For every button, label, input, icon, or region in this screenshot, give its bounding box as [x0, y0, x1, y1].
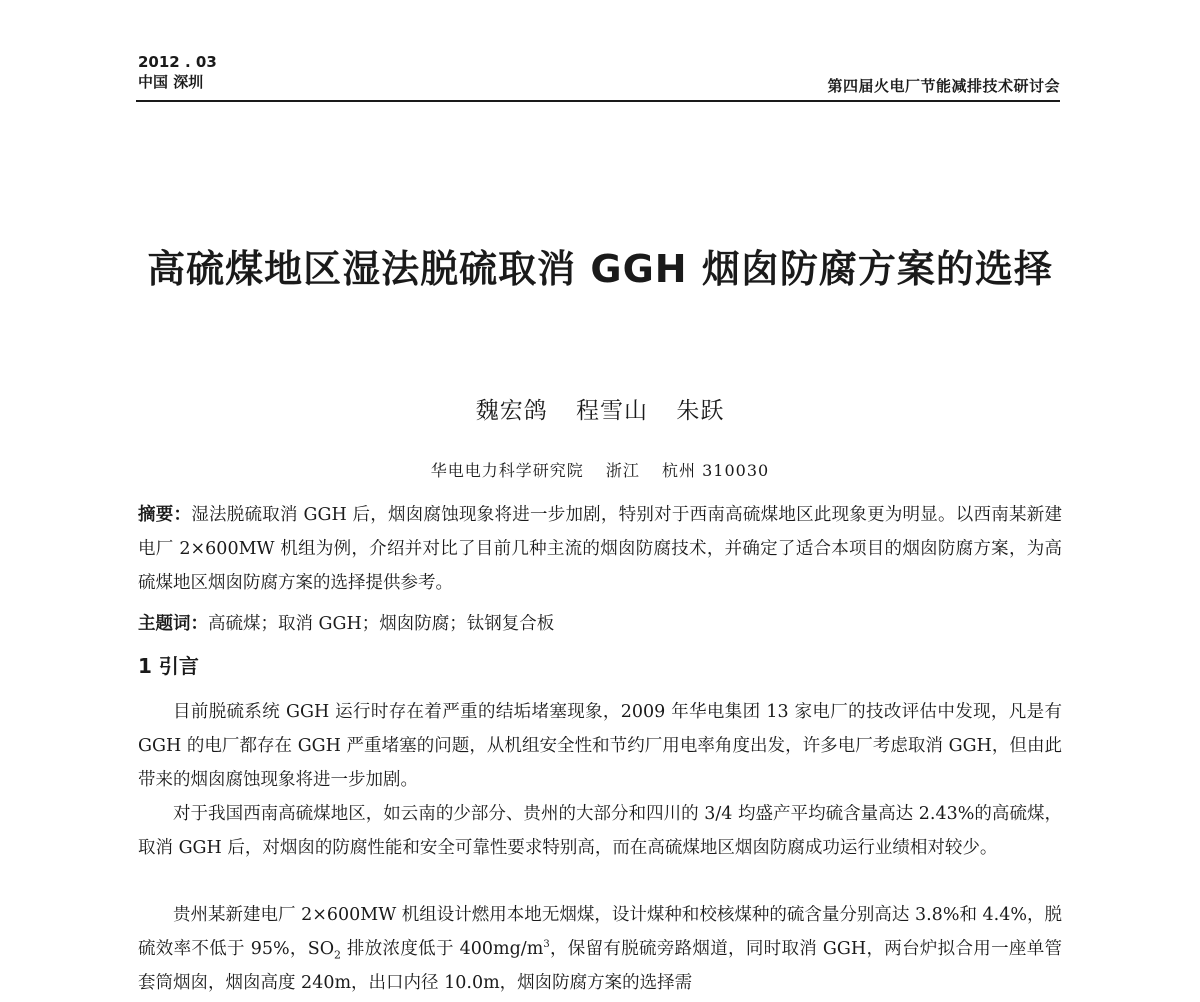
affiliation — [100, 458, 1100, 481]
paragraph-text: 贵州某新建电厂 2×600MW 机组设计燃用本地无烟煤，设计煤种和校核煤种的硫含量分别高达 3.8%和 4.4%，脱硫效率不低于 95%，SO — [138, 905, 1062, 959]
keywords-text: 高硫煤；取消 GGH；烟囱防腐；钛钢复合板 — [208, 614, 555, 634]
subscript: 2 — [334, 948, 342, 962]
author-name: 程雪山 — [576, 398, 648, 424]
paragraph: 目前脱硫系统 GGH 运行时存在着严重的结垢堵塞现象，2009 年华电集团 13 家电厂的技改评估中发现，凡是有 GGH 的电厂都存在 GGH 严重堵塞的问题，从机组安全性和节约厂用电率角度出发，许多电厂考虑取消 GGH，但由此带来的烟囱腐蚀现象将进一步加剧。 — [138, 702, 1062, 790]
header-conference: 第四届火电厂节能减排技术研讨会 — [827, 77, 1060, 95]
abstract — [138, 498, 1062, 600]
author-name: 魏宏鸽 — [475, 398, 548, 424]
section-heading: 1 引言 — [138, 654, 199, 678]
paper-title: 高硫煤地区湿法脱硫取消 GGH 烟囱防腐方案的选择 — [147, 247, 1053, 291]
affiliation-province: 浙江 — [605, 461, 640, 480]
paragraph: 对于我国西南高硫煤地区，如云南的少部分、贵州的大部分和四川的 3/4 均盛产平均硫含量高达 2.43%的高硫煤，取消 GGH 后，对烟囱的防腐性能和安全可靠性要求特别高，而在高硫煤地区烟囱防腐成功运行业绩相对较少。 — [138, 804, 1062, 858]
affiliation-institute: 华电电力科学研究院 — [430, 461, 584, 480]
paragraph — [138, 898, 1062, 1000]
header-location: 中国 深圳 — [138, 73, 204, 91]
abstract-label: 摘要： — [138, 505, 192, 525]
keywords-label: 主题词： — [138, 614, 208, 634]
keywords — [138, 607, 1062, 641]
abstract-text: 湿法脱硫取消 GGH 后，烟囱腐蚀现象将进一步加剧，特别对于西南高硫煤地区此现象更为明显。以西南某新建电厂 2×600MW 机组为例，介绍并对比了目前几种主流的烟囱防腐技术，并确定了适合本项目的烟囱防腐方案，为高硫煤地区烟囱防腐方案的选择提供参考。 — [138, 505, 1063, 593]
header-left — [138, 52, 217, 92]
author-name: 朱跃 — [676, 398, 725, 424]
author-list — [100, 392, 1100, 425]
paragraph-text: 排放浓度低于 400mg/m — [341, 939, 544, 959]
header-date: 2012 . 03 — [138, 53, 217, 71]
superscript: 3 — [543, 939, 550, 951]
header-rule — [136, 100, 1060, 102]
affiliation-city-zip: 杭州 310030 — [662, 461, 770, 480]
paragraph-text: ，保留有脱硫旁路烟道，同时取消 GGH，两台炉拟合用一座单管套筒烟囱，烟囱高度 240m，出口内径 10.0m，烟囱防腐方案的选择需 — [138, 939, 1063, 993]
